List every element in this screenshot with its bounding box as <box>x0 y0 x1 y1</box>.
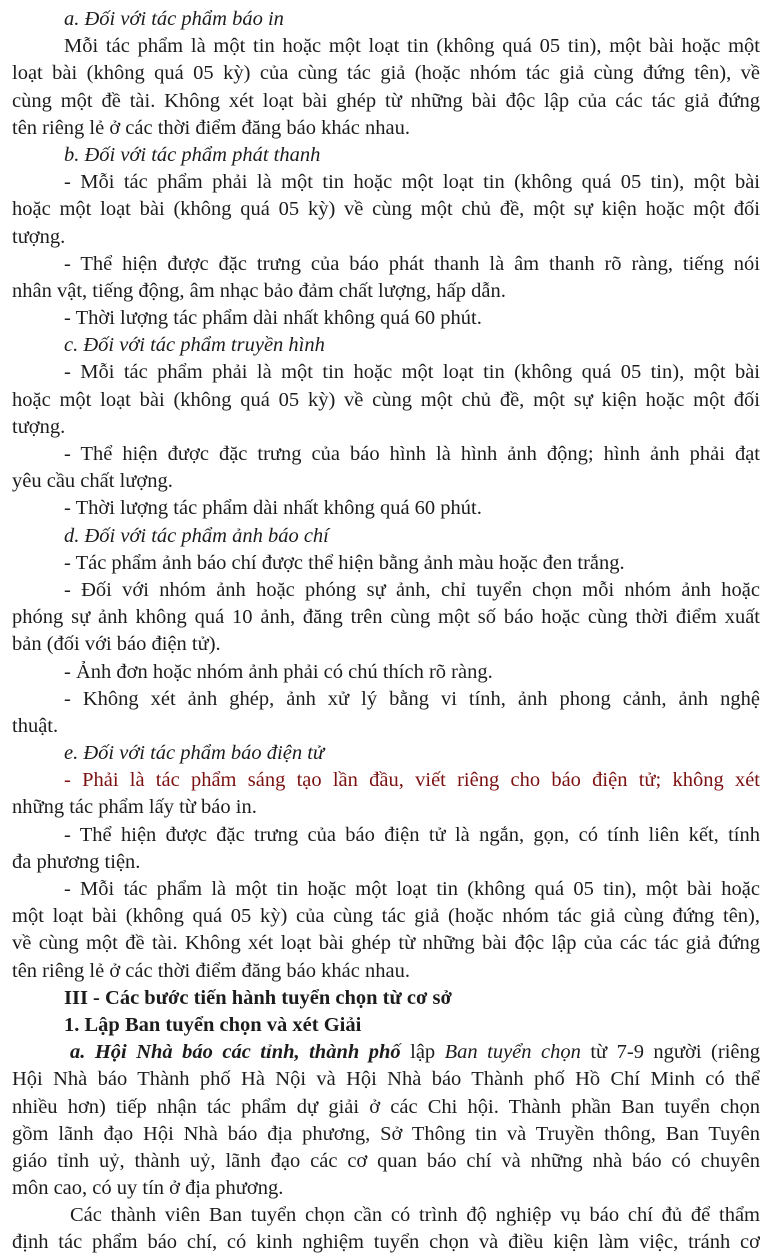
section-heading: III - Các bước tiến hành tuyển chọn từ cơ sở <box>64 986 452 1009</box>
text-line: gồm lãnh đạo Hội Nhà báo địa phương, Sở Thông tin và Truyền thông, Ban Tuyên <box>12 1122 760 1145</box>
text-line <box>12 1039 760 1066</box>
text-line: loạt bài (không quá 05 kỳ) của cùng tác giả (hoặc nhóm tác giả cùng đứng tên), về <box>12 62 760 85</box>
text-line: nhiều hơn) tiếp nhận tác phẩm dự giải ở các Chi hội. Thành phần Ban tuyển chọn <box>12 1095 760 1118</box>
text-line: tượng. <box>12 225 66 248</box>
text-line: bản (đối với báo điện tử). <box>12 633 221 656</box>
text-line: cùng một đề tài. Không xét loạt bài ghép từ những bài độc lập của các tác giả đứng <box>12 89 760 112</box>
para-mid: lập <box>400 1041 445 1064</box>
text-line: những tác phẩm lấy từ báo in. <box>12 796 257 819</box>
heading-print: a. Đối với tác phẩm báo in <box>64 8 284 30</box>
para-rest: từ 7-9 người (riêng <box>580 1041 760 1064</box>
text-line: - Thể hiện được đặc trưng của báo hình là hình ảnh động; hình ảnh phải đạt <box>64 443 760 465</box>
para-lead: a. Hội Nhà báo các tỉnh, thành phố <box>70 1041 401 1064</box>
text-line: về cùng một đề tài. Không xét loạt bài ghép từ những bài độc lập của các tác giả đứng <box>12 932 760 955</box>
text-line: giáo tỉnh uỷ, thành uỷ, lãnh đạo các cơ quan báo chí và những nhà báo có chuyên <box>12 1149 760 1172</box>
text-line: - Không xét ảnh ghép, ảnh xử lý bằng vi tính, ảnh phong cảnh, ảnh nghệ <box>64 687 760 710</box>
heading-online: e. Đối với tác phẩm báo điện tử <box>64 742 325 765</box>
heading-photo: d. Đối với tác phẩm ảnh báo chí <box>64 524 329 547</box>
text-line: nhân vật, tiếng động, âm nhạc bảo đảm chất lượng, hấp dẫn. <box>12 279 506 302</box>
text-line: - Đối với nhóm ảnh hoặc phóng sự ảnh, chỉ tuyển chọn mỗi nhóm ảnh hoặc <box>64 578 760 601</box>
text-line: hoặc một loạt bài (không quá 05 kỳ) về cùng một chủ đề, một sự kiện hoặc một đối <box>12 198 760 221</box>
text-line: - Tác phẩm ảnh báo chí được thể hiện bằng ảnh màu hoặc đen trắng. <box>64 551 625 574</box>
text-line: môn cao, có uy tín ở địa phương. <box>12 1177 284 1200</box>
text-line: định tác phẩm báo chí, có kinh nghiệm tuyển chọn và điều kiện làm việc, tránh cơ <box>12 1231 760 1254</box>
text-line: - Thể hiện được đặc trưng của báo điện tử là ngắn, gọn, có tính liên kết, tính <box>64 823 760 846</box>
heading-television: c. Đối với tác phẩm truyền hình <box>64 334 325 357</box>
text-line: Mỗi tác phẩm là một tin hoặc một loạt tin (không quá 05 tin), một bài hoặc một <box>64 35 760 58</box>
text-line: - Thời lượng tác phẩm dài nhất không quá 60 phút. <box>64 497 482 520</box>
subsection-heading: 1. Lập Ban tuyển chọn và xét Giải <box>64 1013 362 1036</box>
text-line: hoặc một loạt bài (không quá 05 kỳ) về cùng một chủ đề, một sự kiện hoặc một đối <box>12 388 760 411</box>
text-line: thuật. <box>12 714 59 737</box>
text-line: - Thể hiện được đặc trưng của báo phát thanh là âm thanh rõ ràng, tiếng nói <box>64 252 760 275</box>
text-line: - Mỗi tác phẩm phải là một tin hoặc một loạt tin (không quá 05 tin), một bài <box>64 361 760 384</box>
text-line: - Thời lượng tác phẩm dài nhất không quá 60 phút. <box>64 307 482 330</box>
heading-radio: b. Đối với tác phẩm phát thanh <box>64 143 321 166</box>
text-line: đa phương tiện. <box>12 850 141 873</box>
text-line: - Mỗi tác phẩm phải là một tin hoặc một loạt tin (không quá 05 tin), một bài <box>64 171 760 194</box>
text-line: yêu cầu chất lượng. <box>12 470 173 493</box>
text-line: một loạt bài (không quá 05 kỳ) của cùng tác giả (hoặc nhóm tác giả cùng đứng tên), <box>12 905 760 928</box>
text-line: - Mỗi tác phẩm là một tin hoặc một loạt tin (không quá 05 tin), một bài hoặc <box>64 878 760 900</box>
text-line: - Ảnh đơn hoặc nhóm ảnh phải có chú thích rõ ràng. <box>64 660 493 683</box>
text-line: - Phải là tác phẩm sáng tạo lần đầu, viết riêng cho báo điện tử; không xét <box>64 769 760 792</box>
text-line: Các thành viên Ban tuyển chọn cần có trình độ nghiệp vụ báo chí đủ để thẩm <box>70 1204 760 1227</box>
text-line: tên riêng lẻ ở các thời điểm đăng báo khác nhau. <box>12 959 410 982</box>
para-ban: Ban tuyển chọn <box>444 1041 581 1064</box>
text-line: Hội Nhà báo Thành phố Hà Nội và Hội Nhà báo Thành phố Hồ Chí Minh có thể <box>12 1068 760 1091</box>
text-line: tượng. <box>12 415 66 438</box>
text-line: tên riêng lẻ ở các thời điểm đăng báo khác nhau. <box>12 116 410 139</box>
text-line: phóng sự ảnh không quá 10 ảnh, đăng trên cùng một số báo hoặc cùng thời điểm xuất <box>12 606 760 629</box>
